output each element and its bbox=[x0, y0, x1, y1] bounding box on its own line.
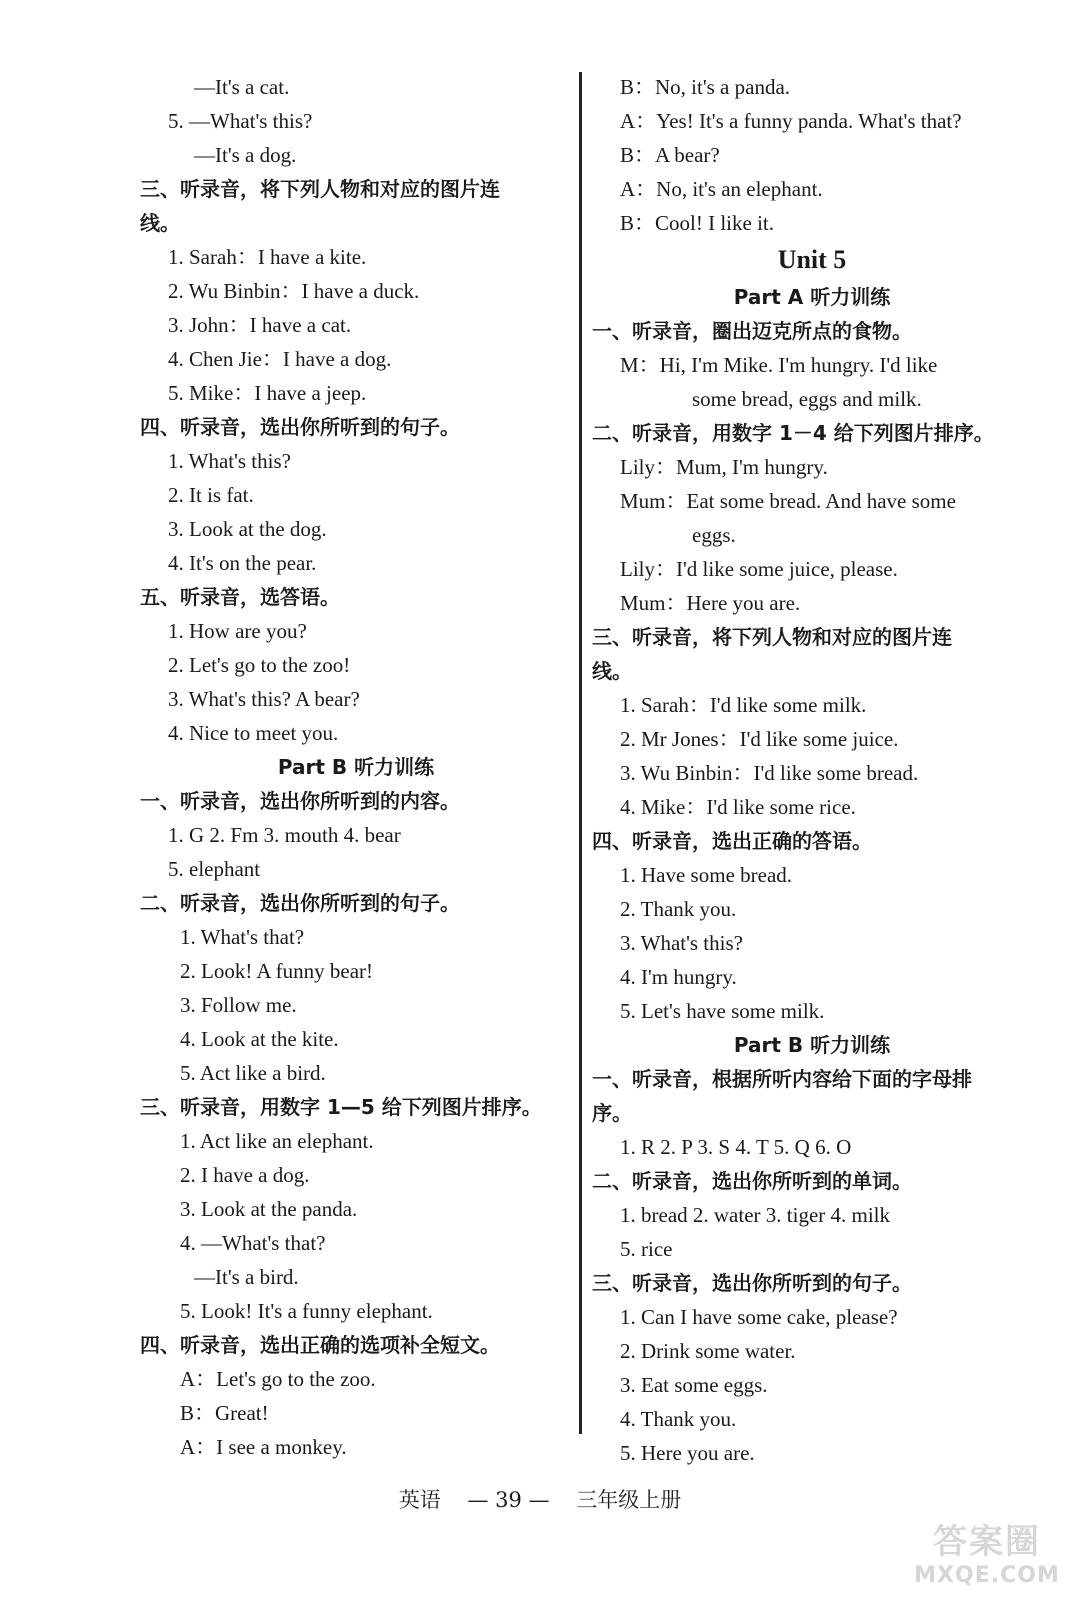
part-heading: Part A 听力训练 bbox=[733, 285, 891, 309]
watermark-logo-text: 答案圈 bbox=[933, 1522, 1041, 1562]
text-line: 1. What's that? bbox=[180, 925, 305, 949]
text-line: 1. Sarah：I have a kite. bbox=[168, 245, 367, 269]
section-heading: 五、听录音，选答语。 bbox=[140, 585, 340, 609]
text-line: 4. Nice to meet you. bbox=[168, 721, 339, 745]
text-line: 2. Let's go to the zoo! bbox=[168, 653, 351, 677]
footer-page-number: — 39 — bbox=[467, 1488, 550, 1512]
page-footer bbox=[0, 1484, 1080, 1514]
part-heading: Part B 听力训练 bbox=[277, 755, 435, 779]
section-heading: 三、听录音，用数字 1—5 给下列图片排序。 bbox=[140, 1095, 542, 1119]
text-line: 5. Mike：I have a jeep. bbox=[168, 381, 367, 405]
text-line: some bread, eggs and milk. bbox=[692, 387, 922, 411]
text-line: 2. Mr Jones：I'd like some juice. bbox=[620, 727, 899, 751]
section-heading: 四、听录音，选出正确的答语。 bbox=[592, 829, 872, 853]
text-line: 1. G 2. Fm 3. mouth 4. bear bbox=[168, 823, 401, 847]
text-line: 4. Mike：I'd like some rice. bbox=[620, 795, 856, 819]
text-line: —It's a bird. bbox=[194, 1265, 299, 1289]
text-line: Lily：Mum, I'm hungry. bbox=[620, 455, 828, 479]
text-line: 5. elephant bbox=[168, 857, 261, 881]
left-column bbox=[140, 70, 572, 1464]
text-line: 3. Look at the dog. bbox=[168, 517, 327, 541]
watermark-site: MXQE.COM bbox=[914, 1563, 1060, 1588]
text-line: —It's a cat. bbox=[194, 75, 290, 99]
text-line: 1. Have some bread. bbox=[620, 863, 793, 887]
text-line: 2. It is fat. bbox=[168, 483, 254, 507]
section-heading: 三、听录音，将下列人物和对应的图片连 bbox=[592, 625, 952, 649]
section-heading: 一、听录音，根据所听内容给下面的字母排 bbox=[592, 1067, 972, 1091]
text-line: 5. Act like a bird. bbox=[180, 1061, 326, 1085]
text-line: 1. How are you? bbox=[168, 619, 307, 643]
text-line: 2. Drink some water. bbox=[620, 1339, 796, 1363]
text-line: 5. Here you are. bbox=[620, 1441, 755, 1465]
section-heading: 四、听录音，选出你所听到的句子。 bbox=[140, 415, 460, 439]
unit-title: Unit 5 bbox=[777, 245, 847, 274]
text-line: 3. John：I have a cat. bbox=[168, 313, 352, 337]
section-heading: 三、听录音，选出你所听到的句子。 bbox=[592, 1271, 912, 1295]
text-line: B：Cool! I like it. bbox=[620, 211, 774, 235]
section-heading: 三、听录音，将下列人物和对应的图片连 bbox=[140, 177, 500, 201]
text-line: B：A bear? bbox=[620, 143, 720, 167]
text-line: 2. Thank you. bbox=[620, 897, 737, 921]
text-line: 3. Wu Binbin：I'd like some bread. bbox=[620, 761, 919, 785]
text-line: 3. Look at the panda. bbox=[180, 1197, 358, 1221]
section-heading: 序。 bbox=[592, 1101, 632, 1125]
footer-subject: 英语 bbox=[398, 1488, 441, 1512]
text-line: B：Great! bbox=[180, 1401, 269, 1425]
section-heading: 二、听录音，选出你所听到的单词。 bbox=[592, 1169, 912, 1193]
text-line: 4. —What's that? bbox=[180, 1231, 326, 1255]
section-heading: 二、听录音，选出你所听到的句子。 bbox=[140, 891, 460, 915]
text-line: 1. Act like an elephant. bbox=[180, 1129, 374, 1153]
text-line: 3. What's this? A bear? bbox=[168, 687, 360, 711]
text-line: 2. Look! A funny bear! bbox=[180, 959, 374, 983]
text-line: 3. What's this? bbox=[620, 931, 743, 955]
text-line: 4. Look at the kite. bbox=[180, 1027, 339, 1051]
part-heading: Part B 听力训练 bbox=[733, 1033, 891, 1057]
text-line: A：Yes! It's a funny panda. What's that? bbox=[620, 109, 962, 133]
text-line: 4. I'm hungry. bbox=[620, 965, 737, 989]
text-line: 5. Look! It's a funny elephant. bbox=[180, 1299, 433, 1323]
text-line: 3. Eat some eggs. bbox=[620, 1373, 768, 1397]
text-line: 1. R 2. P 3. S 4. T 5. Q 6. O bbox=[620, 1135, 852, 1159]
section-heading: 线。 bbox=[592, 659, 632, 683]
text-line: 5. Let's have some milk. bbox=[620, 999, 825, 1023]
text-line: M：Hi, I'm Mike. I'm hungry. I'd like bbox=[620, 353, 938, 377]
text-line: 3. Follow me. bbox=[180, 993, 297, 1017]
text-line: A：I see a monkey. bbox=[180, 1435, 347, 1459]
section-heading: 二、听录音，用数字 1－4 给下列图片排序。 bbox=[592, 421, 994, 445]
text-line: 2. I have a dog. bbox=[180, 1163, 310, 1187]
text-line: 4. Thank you. bbox=[620, 1407, 737, 1431]
text-line: A：Let's go to the zoo. bbox=[180, 1367, 376, 1391]
text-line: 1. bread 2. water 3. tiger 4. milk bbox=[620, 1203, 891, 1227]
text-line: 5. rice bbox=[620, 1237, 673, 1261]
right-column bbox=[592, 70, 1032, 1470]
text-line: 5. —What's this? bbox=[168, 109, 313, 133]
text-line: A：No, it's an elephant. bbox=[620, 177, 823, 201]
section-heading: 四、听录音，选出正确的选项补全短文。 bbox=[140, 1333, 500, 1357]
footer-grade: 三年级上册 bbox=[576, 1488, 682, 1512]
text-line: Mum：Here you are. bbox=[620, 591, 801, 615]
text-line: 1. What's this? bbox=[168, 449, 291, 473]
text-line: 4. Chen Jie：I have a dog. bbox=[168, 347, 392, 371]
text-line: eggs. bbox=[692, 523, 736, 547]
section-heading: 线。 bbox=[140, 211, 180, 235]
text-line: 4. It's on the pear. bbox=[168, 551, 317, 575]
text-line: —It's a dog. bbox=[194, 143, 297, 167]
text-line: 1. Sarah：I'd like some milk. bbox=[620, 693, 867, 717]
text-line: 1. Can I have some cake, please? bbox=[620, 1305, 898, 1329]
section-heading: 一、听录音，选出你所听到的内容。 bbox=[140, 789, 460, 813]
watermark-logo bbox=[912, 1514, 1062, 1588]
column-divider bbox=[579, 72, 582, 1434]
text-line: Mum：Eat some bread. And have some bbox=[620, 489, 956, 513]
text-line: B：No, it's a panda. bbox=[620, 75, 791, 99]
text-line: 2. Wu Binbin：I have a duck. bbox=[168, 279, 420, 303]
section-heading: 一、听录音，圈出迈克所点的食物。 bbox=[592, 319, 912, 343]
text-line: Lily：I'd like some juice, please. bbox=[620, 557, 898, 581]
